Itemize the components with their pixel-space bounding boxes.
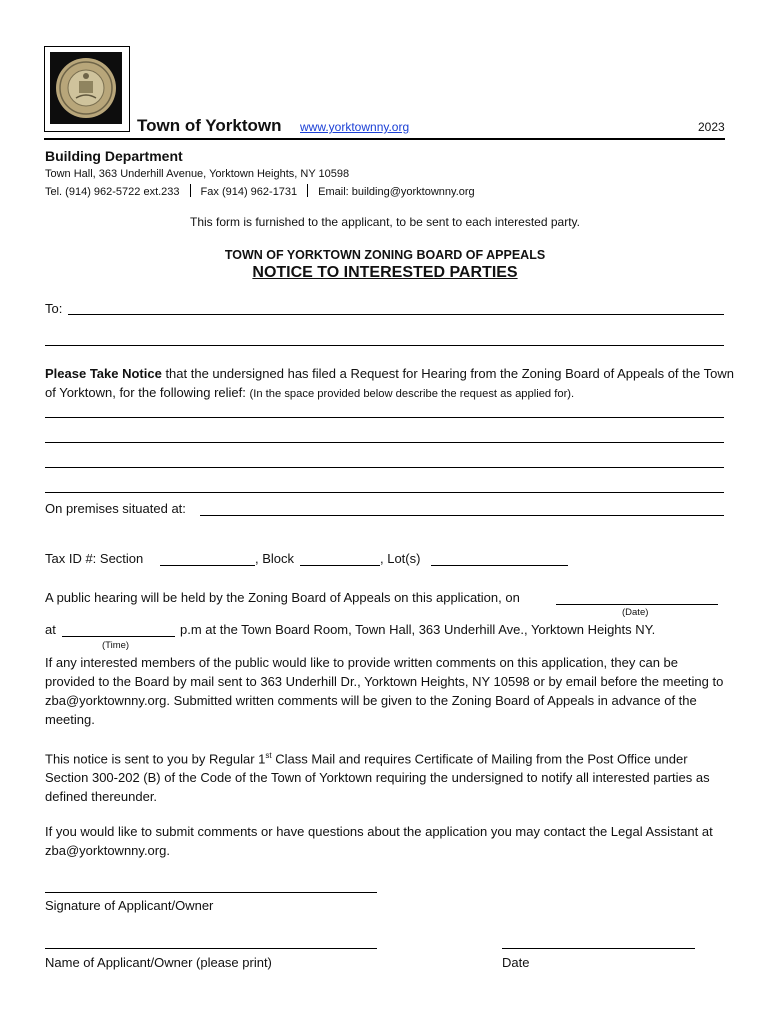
lots-label: , Lot(s) bbox=[380, 551, 421, 566]
name-label: Name of Applicant/Owner (please print) bbox=[45, 955, 272, 970]
notice-title: NOTICE TO INTERESTED PARTIES bbox=[252, 264, 518, 281]
seal-icon bbox=[54, 56, 118, 120]
town-name: Town of Yorktown bbox=[137, 116, 282, 135]
notice-hint: (In the space provided below describe the request as applied for). bbox=[249, 388, 575, 400]
website-link[interactable]: www.yorktownny.org bbox=[300, 120, 410, 134]
to-field-line-2[interactable] bbox=[45, 345, 724, 346]
header-divider bbox=[44, 138, 725, 140]
please-take-notice: Please Take Notice bbox=[45, 366, 162, 381]
signature-label: Signature of Applicant/Owner bbox=[45, 898, 214, 913]
relief-line-2[interactable] bbox=[45, 442, 724, 443]
telephone: Tel. (914) 962-5722 ext.233 bbox=[45, 186, 180, 198]
notice-text: that the undersigned has filed a Request for Hearing from the Zoning Board of Appeals of the Town of Yorktown, for the following relief: bbox=[45, 366, 734, 400]
relief-line-3[interactable] bbox=[45, 467, 724, 468]
time-caption: (Time) bbox=[102, 640, 130, 651]
email: Email: building@yorktownny.org bbox=[318, 186, 475, 198]
location-text: p.m at the Town Board Room, Town Hall, 363 Underhill Ave., Yorktown Heights NY. bbox=[180, 622, 656, 637]
mail-paragraph bbox=[45, 746, 725, 806]
signature-field[interactable] bbox=[45, 892, 377, 893]
separator bbox=[307, 184, 308, 197]
block-field[interactable] bbox=[300, 565, 380, 566]
form-year: 2023 bbox=[698, 120, 725, 134]
relief-line-1[interactable] bbox=[45, 417, 724, 418]
hearing-text: A public hearing will be held by the Zoning Board of Appeals on this application, on bbox=[45, 590, 520, 605]
mail-text-after: Class Mail and requires Certificate of Mailing from the Post Office under Section 300-202 (B) of the Code of the Town of Yorktown requiring the undersigned to notify all interested parties as defined thereunder. bbox=[45, 751, 710, 805]
at-label: at bbox=[45, 622, 56, 637]
contact-paragraph: If you would like to submit comments or have questions about the application you may contact the Legal Assistant at zba@yorktownny.org. bbox=[45, 824, 713, 858]
block-label: , Block bbox=[255, 551, 295, 566]
hearing-time-field[interactable] bbox=[62, 636, 175, 637]
contact-line bbox=[45, 184, 475, 198]
comments-paragraph: If any interested members of the public would like to provide written comments on this application, they can be provided to the Board by mail sent to 363 Underhill Dr., Yorktown Heights, NY 10598 or by email before the meeting to zba@yorktownny.org. Submitted written comments will be given to the Zoning Board of Appeals in advance of the meeting. bbox=[45, 655, 724, 727]
to-field-line-1[interactable] bbox=[68, 314, 724, 315]
board-title: TOWN OF YORKTOWN ZONING BOARD OF APPEALS bbox=[224, 248, 546, 262]
to-label: To: bbox=[45, 301, 63, 316]
tax-id-label: Tax ID #: Section bbox=[45, 551, 144, 566]
notice-paragraph bbox=[45, 364, 735, 404]
premises-label: On premises situated at: bbox=[45, 501, 186, 516]
mail-text-before: This notice is sent to you by Regular 1 bbox=[45, 751, 266, 767]
department-address: Town Hall, 363 Underhill Avenue, Yorktown Heights, NY 10598 bbox=[45, 168, 350, 180]
name-field[interactable] bbox=[45, 948, 377, 949]
mail-superscript: st bbox=[265, 751, 272, 760]
furnished-note: This form is furnished to the applicant, to be sent to each interested party. bbox=[190, 215, 580, 229]
fax: Fax (914) 962-1731 bbox=[200, 186, 298, 198]
lots-field[interactable] bbox=[431, 565, 568, 566]
date-label: Date bbox=[502, 955, 530, 970]
hearing-date-field[interactable] bbox=[556, 604, 718, 605]
date-caption: (Date) bbox=[622, 607, 649, 618]
separator bbox=[190, 184, 191, 197]
relief-line-4[interactable] bbox=[45, 492, 724, 493]
town-seal-logo bbox=[44, 46, 130, 132]
department-name: Building Department bbox=[45, 148, 183, 164]
premises-field[interactable] bbox=[200, 515, 724, 516]
date-field[interactable] bbox=[502, 948, 695, 949]
section-field[interactable] bbox=[160, 565, 255, 566]
